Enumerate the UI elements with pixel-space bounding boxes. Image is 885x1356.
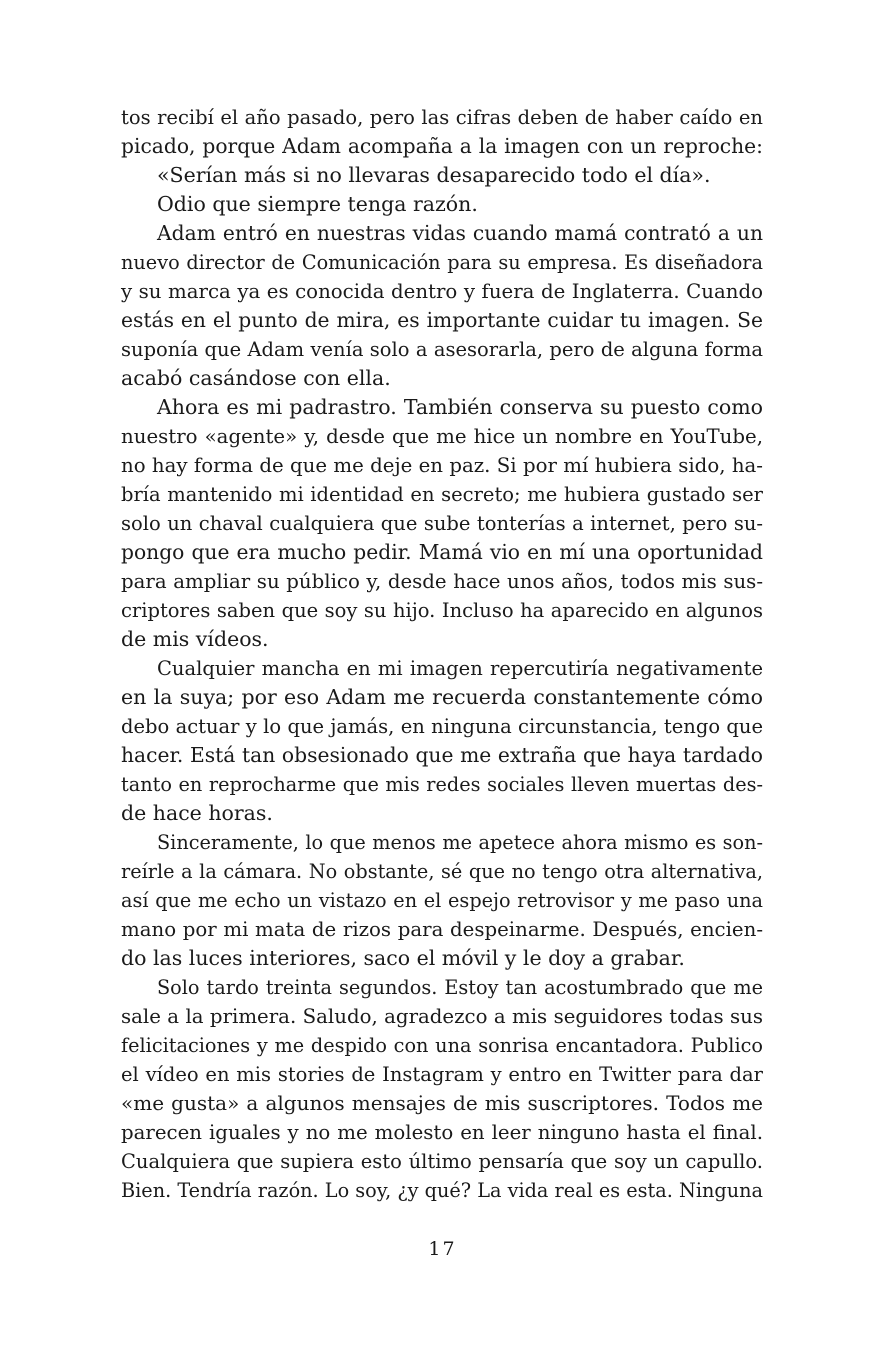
text-line: «Serían más si no llevaras desaparecido todo el día». xyxy=(157,163,711,187)
text-line: bría mantenido mi identidad en secreto; me hubiera gustado ser xyxy=(121,483,763,506)
text-line: en la suya; por eso Adam me recuerda constantemente cómo xyxy=(121,685,763,709)
text-line: Cualquier mancha en mi imagen repercutiría negativamente xyxy=(157,657,763,680)
text-line: Odio que siempre tenga razón. xyxy=(157,192,478,216)
text-line: acabó casándose con ella. xyxy=(121,366,391,390)
text-line: felicitaciones y me despido con una sonrisa encantadora. Publico xyxy=(121,1034,763,1057)
page-number: 17 xyxy=(428,1238,457,1260)
text-line: sale a la primera. Saludo, agradezco a mis seguidores todas sus xyxy=(121,1005,763,1028)
text-line: de hace horas. xyxy=(121,801,273,825)
text-line: tanto en reprocharme que mis redes sociales lleven muertas des- xyxy=(121,773,763,796)
text-line: Bien. Tendría razón. Lo soy, ¿y qué? La vida real es esta. Ninguna xyxy=(121,1179,763,1202)
text-line: pongo que era mucho pedir. Mamá vio en mí una oportunidad xyxy=(121,540,763,564)
text-line: criptores saben que soy su hijo. Incluso ha aparecido en algunos xyxy=(121,599,763,622)
text-line: parecen iguales y no me molesto en leer ninguno hasta el final. xyxy=(121,1121,763,1144)
text-line: mano por mi mata de rizos para despeinarme. Después, encien- xyxy=(121,918,763,941)
text-line: para ampliar su público y, desde hace unos años, todos mis sus- xyxy=(121,570,763,593)
text-line: «me gusta» a algunos mensajes de mis suscriptores. Todos me xyxy=(121,1091,763,1115)
body-text xyxy=(121,103,763,1205)
text-line: solo un chaval cualquiera que sube tonterías a internet, pero su- xyxy=(121,512,763,535)
text-line: así que me echo un vistazo en el espejo retrovisor y me paso una xyxy=(121,889,763,912)
text-line: el vídeo en mis stories de Instagram y entro en Twitter para dar xyxy=(121,1063,763,1086)
text-line: Sinceramente, lo que menos me apetece ahora mismo es son- xyxy=(157,831,763,854)
text-line: no hay forma de que me deje en paz. Si por mí hubiera sido, ha- xyxy=(121,454,763,477)
text-line: Ahora es mi padrastro. También conserva su puesto como xyxy=(157,395,763,419)
text-line: nuestro «agente» y, desde que me hice un nombre en YouTube, xyxy=(121,425,763,448)
text-line: tos recibí el año pasado, pero las cifras deben de haber caído en xyxy=(121,106,763,129)
text-line: debo actuar y lo que jamás, en ninguna circunstancia, tengo que xyxy=(121,715,763,738)
text-line: Adam entró en nuestras vidas cuando mamá contrató a un xyxy=(157,221,763,245)
text-line: Cualquiera que supiera esto último pensaría que soy un capullo. xyxy=(121,1150,763,1173)
text-line: picado, porque Adam acompaña a la imagen con un reproche: xyxy=(121,134,763,158)
text-line: y su marca ya es conocida dentro y fuera de Inglaterra. Cuando xyxy=(121,280,763,303)
text-line: suponía que Adam venía solo a asesorarla, pero de alguna forma xyxy=(121,338,763,361)
text-line: hacer. Está tan obsesionado que me extraña que haya tardado xyxy=(121,743,763,767)
text-line: estás en el punto de mira, es importante cuidar tu imagen. Se xyxy=(121,308,763,332)
text-line: de mis vídeos. xyxy=(121,627,269,651)
text-line: nuevo director de Comunicación para su empresa. Es diseñadora xyxy=(121,251,763,274)
text-line: do las luces interiores, saco el móvil y le doy a grabar. xyxy=(121,946,685,970)
text-line: Solo tardo treinta segundos. Estoy tan acostumbrado que me xyxy=(157,976,763,999)
text-line: reírle a la cámara. No obstante, sé que no tengo otra alternativa, xyxy=(121,860,763,883)
